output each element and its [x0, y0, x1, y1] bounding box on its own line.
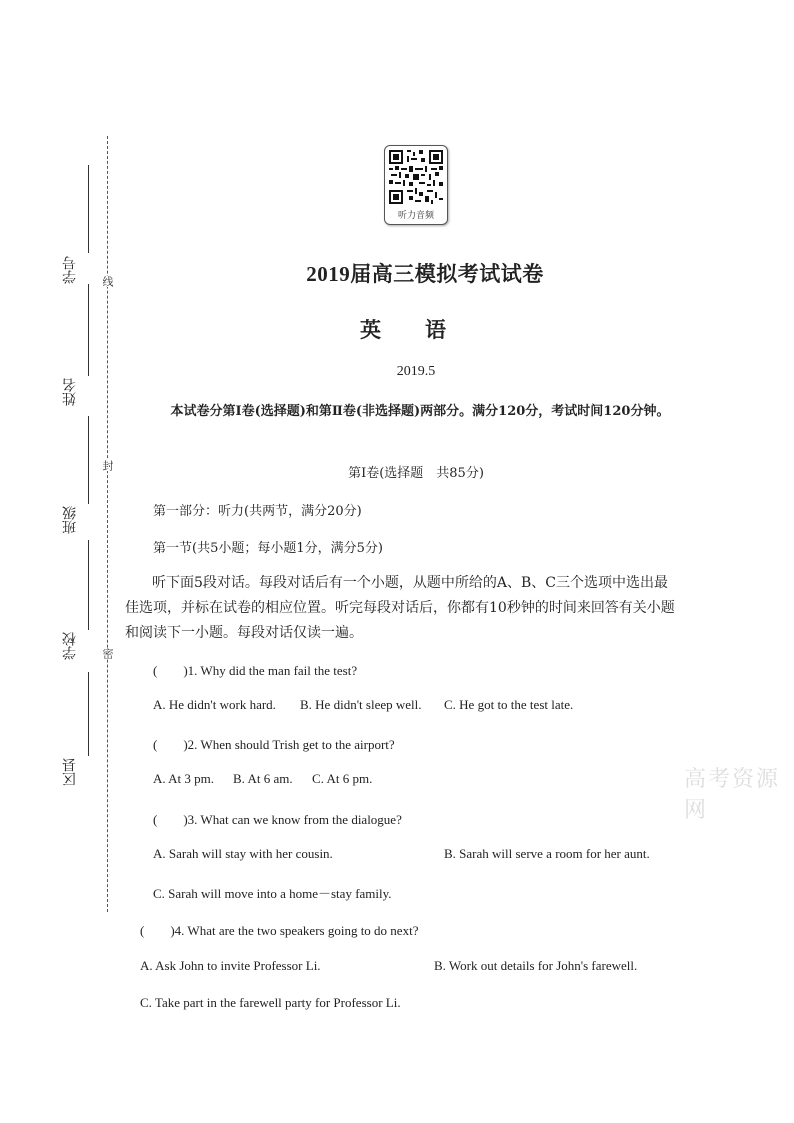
section-title: 第Ⅰ卷(选择题 共85分): [348, 466, 484, 481]
question-option[interactable]: B. Sarah will serve a room for her aunt.: [444, 846, 650, 861]
student-id-label: 学号: [62, 256, 78, 284]
exam-intro: 本试卷分第Ⅰ卷(选择题)和第Ⅱ卷(非选择题)两部分。满分120分，考试时间120分钟。: [170, 404, 670, 419]
binding-dashed-line: [107, 136, 108, 912]
question-option[interactable]: C. Sarah will move into a home－stay family.: [153, 886, 392, 901]
question-stem: ( )1. Why did the man fail the test?: [153, 663, 358, 678]
school-blank[interactable]: [88, 540, 89, 630]
student-id-blank[interactable]: [88, 165, 89, 253]
name-label: 姓名: [62, 378, 78, 406]
question-option[interactable]: A. At 3 pm.: [153, 771, 215, 786]
part-title: 第一部分：听力(共两节，满分20分): [153, 504, 362, 519]
question-option[interactable]: A. Ask John to invite Professor Li.: [140, 958, 321, 973]
question-option[interactable]: C. Take part in the farewell party for Professor Li.: [140, 995, 401, 1010]
question-option[interactable]: A. He didn't work hard.: [153, 697, 276, 712]
binding-char-xian: 线: [101, 276, 113, 287]
qr-code-icon: [389, 150, 443, 204]
class-blank[interactable]: [88, 416, 89, 504]
binding-char-mi: 密: [101, 648, 113, 659]
question-stem: ( )4. What are the two speakers going to do next?: [140, 923, 419, 938]
exam-subject: 英语: [360, 318, 490, 342]
district-blank[interactable]: [88, 672, 89, 756]
qr-caption: 听力音频: [397, 211, 434, 221]
question-stem: ( )2. When should Trish get to the airport?: [153, 737, 395, 752]
question-option[interactable]: C. At 6 pm.: [312, 771, 373, 786]
district-label: 区县: [62, 758, 78, 786]
listening-directions: 听下面5段对话。每段对话后有一个小题，从题中所给的A、B、C三个选项中选出最佳选项，并标在试卷的相应位置。听完每段对话后，你都有10秒钟的时间来回答有关小题和阅读下一小题。每段对话仅读一遍。: [125, 575, 675, 641]
watermark: 高考资源网: [684, 767, 781, 823]
question-option[interactable]: A. Sarah will stay with her cousin.: [153, 846, 333, 861]
binding-char-feng: 封: [101, 460, 113, 471]
qr-code-card[interactable]: [384, 145, 448, 225]
question-option[interactable]: B. He didn't sleep well.: [300, 697, 422, 712]
question-option[interactable]: B. At 6 am.: [233, 771, 293, 786]
question-option[interactable]: C. He got to the test late.: [444, 697, 574, 712]
subsection-title: 第一节(共5小题；每小题1分，满分5分): [153, 541, 383, 556]
question-option[interactable]: B. Work out details for John's farewell.: [434, 958, 638, 973]
exam-title: 2019届高三模拟考试试卷: [306, 262, 544, 286]
exam-date: 2019.5: [396, 364, 436, 379]
school-label: 学校: [62, 632, 78, 660]
question-stem: ( )3. What can we know from the dialogue?: [153, 812, 402, 827]
class-label: 班级: [62, 506, 78, 534]
